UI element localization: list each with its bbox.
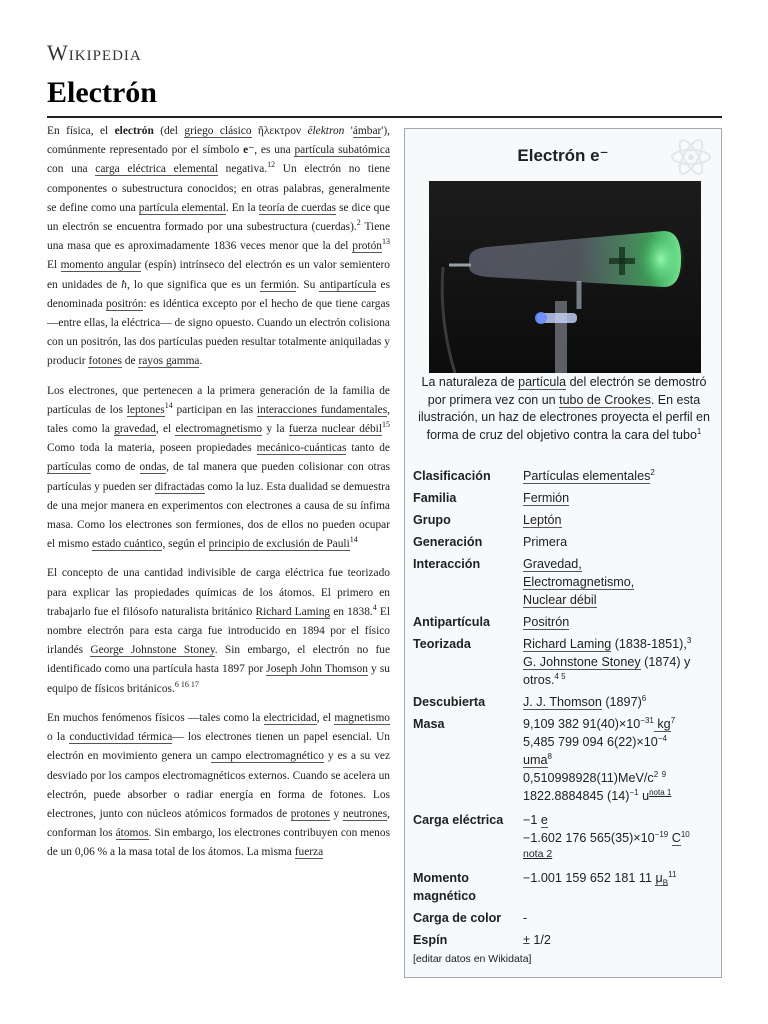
text: . En esta ilustración, un haz de electrones proyecta el perfil en forma de cruz del objetivo contra la cara del tubo <box>418 392 710 442</box>
exponent: −31 <box>640 715 654 725</box>
row-label: Descubierta <box>413 695 486 709</box>
text: Los electrones, que pertenecen a la primera generación de la familia de partículas de los <box>47 384 390 416</box>
row-label: Antipartícula <box>413 615 490 629</box>
link-mecanico-cuanticas[interactable]: mecánico-cuánticas <box>256 442 347 455</box>
link-conductividad-termica[interactable]: conductividad térmica <box>69 731 173 744</box>
row-value <box>523 555 719 609</box>
text: (1897) <box>601 695 642 709</box>
text: , tales como la <box>47 403 390 436</box>
article-body <box>47 122 390 873</box>
link-interacciones-fundamentales[interactable]: interacciones fundamentales <box>256 403 388 416</box>
link-magnetismo[interactable]: magnetismo <box>334 711 391 724</box>
link-electromagnetismo[interactable]: Electromagnetismo, <box>523 575 635 589</box>
ref-link[interactable]: 6 16 17 <box>174 679 199 689</box>
text: u <box>638 789 650 803</box>
text: con una <box>47 163 96 176</box>
text: , lo que significa que es un <box>126 278 261 291</box>
row-label: Espín <box>413 933 448 947</box>
text: y su equipo de físicos británicos. <box>47 663 390 695</box>
link-momento-angular[interactable]: momento angular <box>60 259 142 272</box>
text: (1874) y <box>640 655 691 669</box>
text: (1838-1851), <box>611 637 687 651</box>
row-value <box>523 811 719 861</box>
atom-icon <box>669 135 713 179</box>
row-value <box>523 693 719 711</box>
link-difractadas[interactable]: difractadas <box>154 480 205 493</box>
link-carga-electrica-elemental[interactable]: carga eléctrica elemental <box>95 163 218 176</box>
row-value <box>523 613 719 631</box>
text: o la <box>47 731 70 744</box>
text: Un electrón no tiene componentes o subestructura conocidos; en otras palabras, generalmente se define como una <box>47 163 390 214</box>
link-particulas-elementales[interactable]: Partículas elementales <box>523 469 651 483</box>
text: La naturaleza de <box>421 375 519 389</box>
row-label: Grupo <box>413 513 451 527</box>
text: . En la <box>225 201 259 214</box>
text: El concepto de una cantidad indivisible de carga eléctrica fue teorizado para explicar las propiedades químicas de los átomos. El primero en trabajarlo fue el filósofo naturalista británico <box>47 567 390 618</box>
link-particula-subatomica[interactable]: partícula subatómica <box>294 144 390 157</box>
paragraph-leptones <box>47 382 390 555</box>
ref-link[interactable]: 12 <box>267 160 276 170</box>
link-johnstone-stoney[interactable]: G. Johnstone Stoney <box>523 655 641 669</box>
text: 5,485 799 094 6(22)×10 <box>523 735 658 749</box>
paragraph-history <box>47 564 390 698</box>
link-particulas[interactable]: partículas <box>47 461 92 474</box>
paragraph-intro <box>47 122 390 372</box>
link-joseph-john-thomson[interactable]: Joseph John Thomson <box>266 663 368 676</box>
text: (del <box>153 125 185 137</box>
bold-term: electrón <box>114 125 154 137</box>
greek-translit: ēlektron <box>307 125 345 137</box>
text: , es una <box>254 144 295 157</box>
exponent: 2 <box>653 769 659 779</box>
exponent: −1 <box>629 787 639 797</box>
link-electromagnetismo[interactable]: electromagnetismo <box>175 423 263 436</box>
link-teoria-de-cuerdas[interactable]: teoría de cuerdas <box>258 201 337 214</box>
ref-link[interactable]: 14 <box>164 401 173 411</box>
text: El <box>47 259 61 272</box>
link-uma[interactable]: uma <box>523 753 548 767</box>
subscript: B <box>662 878 669 888</box>
link-rayos-gamma[interactable]: rayos gamma <box>138 355 200 368</box>
link-magneton-bohr[interactable] <box>655 871 668 886</box>
row-label: Carga eléctrica <box>413 813 504 827</box>
link-ondas[interactable]: ondas <box>139 461 167 474</box>
text: 0,510998928(11)MeV/c <box>523 771 654 785</box>
text: −1 <box>523 813 541 827</box>
text: ἤλεκτρον <box>251 125 308 137</box>
link-fermion[interactable]: Fermión <box>523 491 570 505</box>
text: . <box>199 355 203 368</box>
text: y la <box>262 423 289 436</box>
crookes-tube-photo[interactable] <box>429 181 701 373</box>
ref-link[interactable]: 2 <box>650 467 655 477</box>
ref-link[interactable]: 2 <box>356 218 361 228</box>
text: . Sin embargo, el electrón no fue identificado como una partícula hasta 1897 por <box>47 644 390 676</box>
row-label: Teorizada <box>413 637 471 651</box>
text: En muchos fenómenos físicos —tales como la <box>47 711 264 724</box>
link-richard-laming[interactable]: Richard Laming <box>255 605 331 618</box>
link-gravedad[interactable]: gravedad <box>114 423 156 436</box>
link-particula[interactable]: partícula <box>518 375 567 389</box>
link-campo-electromagnetico[interactable]: campo electromagnético <box>211 750 324 763</box>
text: −1.602 176 565(35)×10 <box>523 831 655 845</box>
text: (espín) intrínseco del electrón es un valor semientero en unidades de <box>47 259 390 291</box>
row-value: - <box>523 911 528 925</box>
text: , el <box>155 423 176 436</box>
link-positron[interactable]: positrón <box>106 297 144 310</box>
infobox-title: Electrón e⁻ <box>517 146 609 165</box>
text: ' <box>344 125 353 137</box>
link-e[interactable]: e <box>540 813 548 827</box>
row-value <box>523 715 719 805</box>
ref-link[interactable]: 4 <box>372 603 377 613</box>
link-principio-exclusion-pauli[interactable]: principio de exclusión de Pauli <box>208 538 350 551</box>
edit-wikidata-link[interactable]: [editar datos en Wikidata] <box>413 953 532 965</box>
page-title: Electrón <box>47 76 157 109</box>
link-fuerza[interactable]: fuerza <box>294 846 324 859</box>
link-proton[interactable]: protón <box>352 240 382 253</box>
ref-link[interactable]: 8 <box>547 751 552 761</box>
text: como de <box>91 461 140 474</box>
text: de <box>121 355 139 368</box>
text: , conforman los <box>47 807 390 840</box>
text: En física, el <box>47 125 115 137</box>
text: , de tal manera que pueden colisionar con otras partículas y pueden ser <box>47 461 390 493</box>
text: negativa. <box>217 163 268 176</box>
crookes-tube-illustration <box>429 181 701 373</box>
ref-link[interactable]: 6 <box>641 693 647 703</box>
text: es denominada <box>47 278 391 310</box>
ref-link[interactable]: 3 <box>686 635 692 645</box>
exponent: −19 <box>654 829 669 839</box>
text: , según el <box>162 538 209 551</box>
text: — los electrones tienen un papel esencial. Un electrón en movimiento genera un <box>47 731 390 763</box>
text: como la luz. Esta dualidad se demuestra de una mejor manera en experimentos con electrones a causa de su ínfima masa. Como los electrones son fermiones, dos de ellos no pueden ocupar el mismo <box>47 480 390 551</box>
ref-link[interactable]: 14 <box>349 535 358 545</box>
link-lepton[interactable]: Leptón <box>523 513 562 527</box>
link-atomos[interactable]: átomos <box>115 827 149 840</box>
ref-link[interactable]: 11 <box>668 869 677 879</box>
text: . Sin embargo, los electrones contribuyen con menos de un 0,06 % a la masa total de los átomos. La misma <box>47 827 390 859</box>
link-particula-elemental[interactable]: partícula elemental <box>138 201 226 214</box>
text: , el <box>316 711 335 724</box>
text: −1.001 159 652 181 11 <box>523 871 656 885</box>
ref-link[interactable]: 9 <box>661 769 667 779</box>
link-coulomb[interactable]: C <box>671 831 681 845</box>
row-label: Masa <box>413 717 445 731</box>
link-griego-clasico[interactable]: griego clásico <box>184 125 252 137</box>
text: y <box>329 807 343 820</box>
row-label: Interacción <box>413 557 481 571</box>
text: del electrón se demostró por primera vez con un <box>427 375 707 407</box>
row-value <box>523 489 719 507</box>
link-nuclear-debil[interactable]: Nuclear débil <box>523 593 597 607</box>
link-fotones[interactable]: fotones <box>88 355 122 368</box>
ref-link[interactable]: 10 <box>680 829 690 839</box>
link-electricidad[interactable]: electricidad <box>263 711 317 724</box>
text: 9,109 382 91(40)×10 <box>523 717 641 731</box>
link-leptones[interactable]: leptones <box>126 403 165 416</box>
image-caption <box>413 374 715 444</box>
row-value <box>523 467 719 485</box>
text: : es idéntica excepto por el hecho de que tiene cargas —entre ellas, la eléctrica— de signo opuesto. Cuando un electrón colisiona con un positrón, las dos partículas pueden resultar totalmente aniquiladas y producir <box>47 297 390 368</box>
link-kg[interactable]: kg <box>653 717 671 731</box>
ref-link[interactable]: 15 <box>382 420 391 430</box>
row-label: Clasificación <box>413 469 491 483</box>
note-link[interactable]: nota 2 <box>523 848 553 860</box>
text: μ <box>655 871 663 885</box>
text: Como toda la materia, poseen propiedades <box>47 442 257 455</box>
ref-link[interactable]: 4 5 <box>554 671 566 681</box>
wikipedia-wordmark[interactable] <box>47 40 142 66</box>
link-antiparticula[interactable]: antipartícula <box>319 278 377 291</box>
ref-link[interactable]: 7 <box>670 715 676 725</box>
link-ambar[interactable]: ámbar <box>352 125 382 137</box>
exponent: −4 <box>657 733 667 743</box>
row-value: Primera <box>523 535 568 549</box>
row-value <box>523 635 719 689</box>
link-gravedad[interactable]: Gravedad, <box>523 557 582 571</box>
link-jj-thomson[interactable]: J. J. Thomson <box>523 695 602 709</box>
row-value: ± 1/2 <box>523 933 551 947</box>
row-label: Generación <box>413 535 483 549</box>
row-label: Carga de color <box>413 911 502 925</box>
link-fuerza-nuclear-debil[interactable]: fuerza nuclear débil <box>288 423 383 436</box>
infobox <box>404 128 722 978</box>
text: '), comúnmente representado por el símbolo <box>47 125 390 157</box>
link-tubo-de-crookes[interactable]: tubo de Crookes <box>559 392 651 407</box>
row-value <box>523 869 719 893</box>
text: Tiene una masa que es aproximadamente 1836 veces menor que la del <box>47 221 391 253</box>
text: tanto de <box>346 442 390 455</box>
text: . Su <box>296 278 320 291</box>
text: 1822.8884845 (14) <box>523 789 630 803</box>
hbar-symbol: ħ <box>121 278 127 291</box>
link-richard-laming[interactable]: Richard Laming <box>523 637 612 651</box>
link-estado-cuantico[interactable]: estado cuántico <box>91 538 163 551</box>
electron-symbol: e⁻ <box>243 144 255 157</box>
ref-link[interactable]: 1 <box>696 426 702 436</box>
text: El nombre electrón para esta carga fue introducido en 1894 por el físico irlandés <box>47 605 390 657</box>
text: participan en las <box>172 403 257 416</box>
text: en 1838. <box>330 605 373 618</box>
title-divider <box>47 116 722 118</box>
ref-link[interactable]: 13 <box>382 237 390 247</box>
link-positron[interactable]: Positrón <box>523 615 570 629</box>
paragraph-phenomena <box>47 709 390 863</box>
link-fermion[interactable]: fermión <box>260 278 297 291</box>
wordmark-text: Wikipedia <box>47 40 142 65</box>
text: se dice que un electrón se encuentra formado por una subestructura (cuerdas). <box>47 201 391 234</box>
text: y es a su vez desviado por los campos electromagnéticos externos. Cuando se acelera un electrón, puede absorber o radiar energía en forma de fotones. Los electrones, junto con núcleos atómicos formados de <box>47 750 391 820</box>
row-label: Familia <box>413 491 457 505</box>
row-label: Momento magnético <box>413 871 476 903</box>
note-link[interactable]: nota 1 <box>649 787 672 797</box>
row-value <box>523 511 719 529</box>
link-george-johnstone-stoney[interactable]: George Johnstone Stoney <box>90 644 215 657</box>
link-neutrones[interactable]: neutrones <box>342 807 388 820</box>
text: otros. <box>523 673 555 687</box>
link-protones[interactable]: protones <box>290 807 330 820</box>
